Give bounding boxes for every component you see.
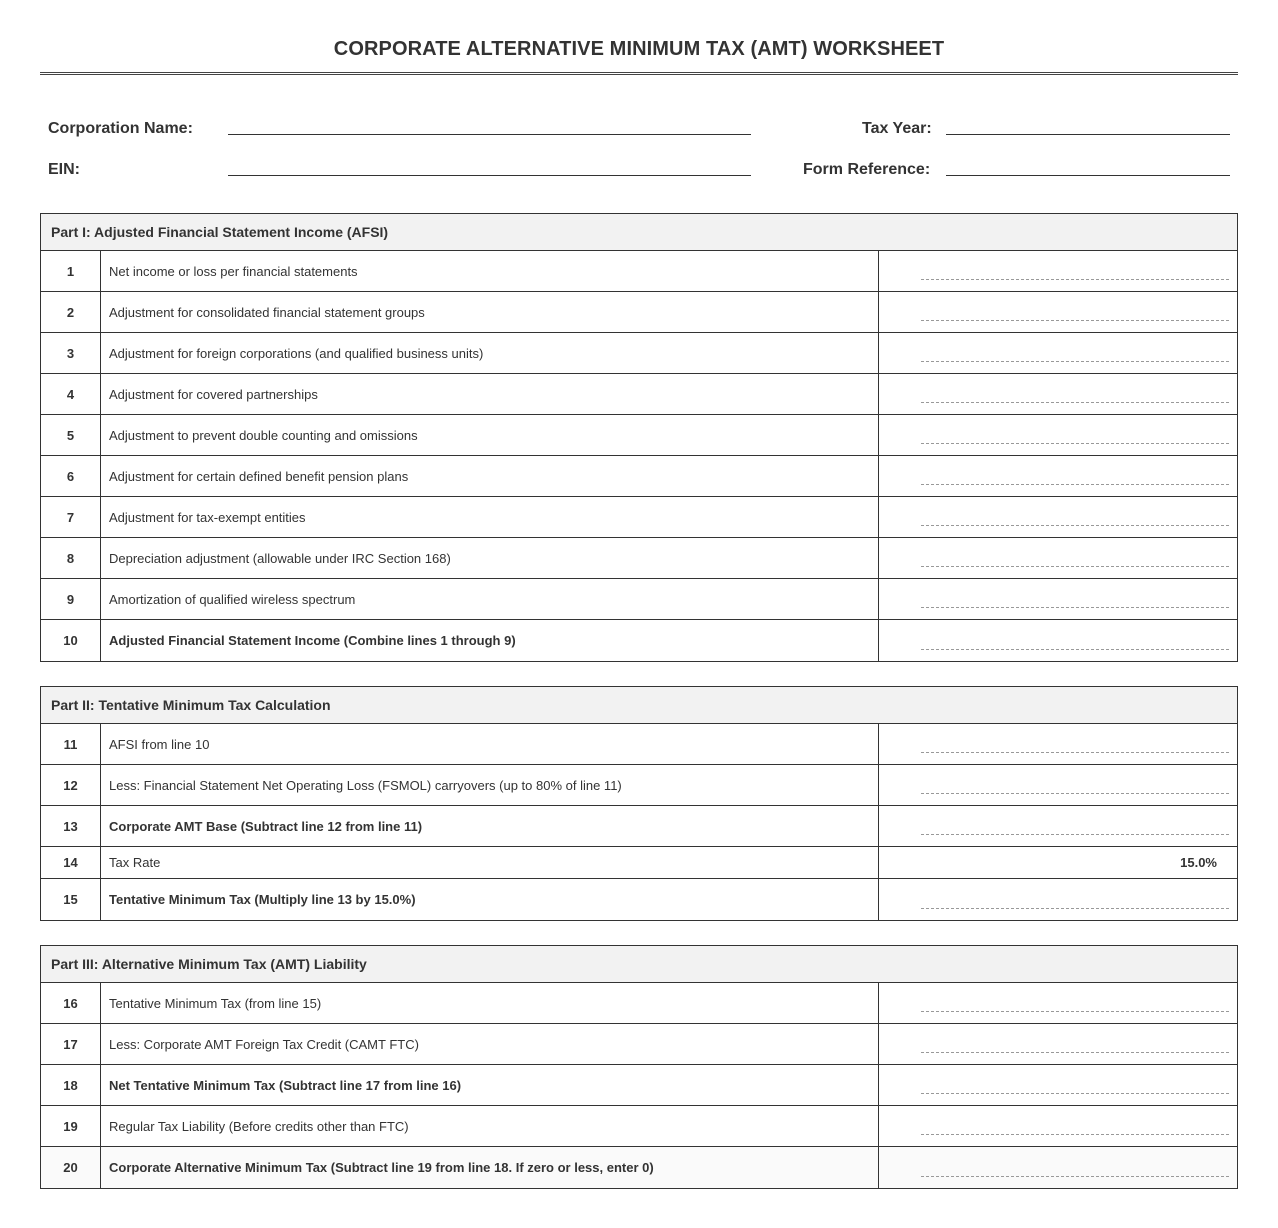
line-amount-field[interactable] <box>879 415 1237 455</box>
line-row-tax-rate <box>41 847 1237 879</box>
line-description: Tax Rate <box>101 847 879 878</box>
line-row <box>41 724 1237 765</box>
amount-dashed-line <box>921 443 1229 444</box>
line-description: AFSI from line 10 <box>101 724 879 764</box>
amount-dashed-line <box>921 607 1229 608</box>
line-number: 9 <box>41 579 101 619</box>
line-number: 5 <box>41 415 101 455</box>
line-amount-field[interactable] <box>879 1106 1237 1146</box>
form-reference-label: Form Reference: <box>803 161 931 178</box>
line-row <box>41 456 1237 497</box>
amount-dashed-line <box>921 1052 1229 1053</box>
worksheet-title: CORPORATE ALTERNATIVE MINIMUM TAX (AMT) WORKSHEET <box>333 38 945 60</box>
amount-dashed-line <box>921 834 1229 835</box>
line-amount-field[interactable] <box>879 806 1237 846</box>
line-row <box>41 415 1237 456</box>
line-description: Tentative Minimum Tax (from line 15) <box>101 983 879 1023</box>
line-amount-field[interactable] <box>879 292 1237 332</box>
part2-section <box>40 686 1238 921</box>
line-amount-field[interactable] <box>879 1065 1237 1105</box>
line-row <box>41 579 1237 620</box>
line-row-total <box>41 879 1237 920</box>
line-amount-field[interactable] <box>879 879 1237 920</box>
line-number: 12 <box>41 765 101 805</box>
line-description: Adjustment for foreign corporations (and qualified business units) <box>101 333 879 373</box>
line-amount-field[interactable] <box>879 374 1237 414</box>
line-amount-field[interactable] <box>879 333 1237 373</box>
line-number: 14 <box>41 847 101 878</box>
line-row <box>41 251 1237 292</box>
line-description: Less: Corporate AMT Foreign Tax Credit (CAMT FTC) <box>101 1024 879 1064</box>
amount-dashed-line <box>921 279 1229 280</box>
line-row <box>41 497 1237 538</box>
line-row-total <box>41 1065 1237 1106</box>
line-amount-field[interactable] <box>879 1024 1237 1064</box>
line-description: Adjustment for consolidated financial statement groups <box>101 292 879 332</box>
line-description: Adjustment for covered partnerships <box>101 374 879 414</box>
line-number: 10 <box>41 620 101 661</box>
line-amount-field[interactable] <box>879 724 1237 764</box>
line-row <box>41 765 1237 806</box>
amount-dashed-line <box>921 649 1229 650</box>
line-number: 7 <box>41 497 101 537</box>
line-amount-field[interactable] <box>879 765 1237 805</box>
line-amount-field[interactable] <box>879 538 1237 578</box>
line-number: 6 <box>41 456 101 496</box>
line-amount-field[interactable] <box>879 456 1237 496</box>
line-number: 13 <box>41 806 101 846</box>
amount-dashed-line <box>921 1011 1229 1012</box>
line-description: Depreciation adjustment (allowable under IRC Section 168) <box>101 538 879 578</box>
line-description: Regular Tax Liability (Before credits other than FTC) <box>101 1106 879 1146</box>
line-description: Corporate AMT Base (Subtract line 12 from line 11) <box>101 806 879 846</box>
amount-dashed-line <box>921 484 1229 485</box>
amount-dashed-line <box>921 361 1229 362</box>
line-description: Amortization of qualified wireless spectrum <box>101 579 879 619</box>
line-amount-field[interactable] <box>879 983 1237 1023</box>
line-description: Adjustment for tax-exempt entities <box>101 497 879 537</box>
part1-heading: Part I: Adjusted Financial Statement Income (AFSI) <box>41 214 1237 251</box>
line-description: Net income or loss per financial statements <box>101 251 879 291</box>
line-row <box>41 983 1237 1024</box>
corporation-name-field[interactable] <box>228 134 751 135</box>
line-amount-field[interactable] <box>879 251 1237 291</box>
part3-heading: Part III: Alternative Minimum Tax (AMT) Liability <box>41 946 1237 983</box>
line-row <box>41 292 1237 333</box>
tax-year-field[interactable] <box>946 134 1230 135</box>
line-row <box>41 538 1237 579</box>
line-number: 3 <box>41 333 101 373</box>
tax-year-label: Tax Year: <box>862 120 932 137</box>
amount-dashed-line <box>921 320 1229 321</box>
line-row-total <box>41 806 1237 847</box>
amount-dashed-line <box>921 1093 1229 1094</box>
line-number: 17 <box>41 1024 101 1064</box>
line-description: Corporate Alternative Minimum Tax (Subtract line 19 from line 18. If zero or less, enter 0) <box>101 1147 879 1188</box>
amount-dashed-line <box>921 402 1229 403</box>
line-number: 1 <box>41 251 101 291</box>
line-amount-field[interactable] <box>879 579 1237 619</box>
form-reference-field[interactable] <box>946 175 1230 176</box>
amount-dashed-line <box>921 1134 1229 1135</box>
line-row-final <box>41 1147 1237 1188</box>
line-number: 2 <box>41 292 101 332</box>
amount-dashed-line <box>921 793 1229 794</box>
amount-dashed-line <box>921 1176 1229 1177</box>
line-amount-field[interactable] <box>879 1147 1237 1188</box>
ein-label: EIN: <box>48 161 80 178</box>
title-double-rule <box>40 72 1238 75</box>
line-number: 8 <box>41 538 101 578</box>
line-number: 18 <box>41 1065 101 1105</box>
line-description: Adjusted Financial Statement Income (Combine lines 1 through 9) <box>101 620 879 661</box>
line-row <box>41 333 1237 374</box>
line-row-total <box>41 620 1237 661</box>
line-description: Adjustment to prevent double counting and omissions <box>101 415 879 455</box>
corporation-name-label: Corporation Name: <box>48 120 193 137</box>
ein-field[interactable] <box>228 175 751 176</box>
part1-section <box>40 213 1238 662</box>
line-row <box>41 374 1237 415</box>
part2-heading: Part II: Tentative Minimum Tax Calculation <box>41 687 1237 724</box>
tax-rate-value: 15.0% <box>1180 855 1217 870</box>
line-row <box>41 1024 1237 1065</box>
line-number: 20 <box>41 1147 101 1188</box>
tax-rate-cell <box>879 847 1237 878</box>
line-number: 19 <box>41 1106 101 1146</box>
line-description: Less: Financial Statement Net Operating Loss (FSMOL) carryovers (up to 80% of line 11) <box>101 765 879 805</box>
line-description: Net Tentative Minimum Tax (Subtract line 17 from line 16) <box>101 1065 879 1105</box>
line-description: Tentative Minimum Tax (Multiply line 13 by 15.0%) <box>101 879 879 920</box>
line-number: 16 <box>41 983 101 1023</box>
amount-dashed-line <box>921 908 1229 909</box>
part3-section <box>40 945 1238 1189</box>
line-amount-field[interactable] <box>879 620 1237 661</box>
line-number: 15 <box>41 879 101 920</box>
line-amount-field[interactable] <box>879 497 1237 537</box>
amount-dashed-line <box>921 752 1229 753</box>
line-number: 4 <box>41 374 101 414</box>
line-number: 11 <box>41 724 101 764</box>
amount-dashed-line <box>921 525 1229 526</box>
line-description: Adjustment for certain defined benefit pension plans <box>101 456 879 496</box>
line-row <box>41 1106 1237 1147</box>
amount-dashed-line <box>921 566 1229 567</box>
